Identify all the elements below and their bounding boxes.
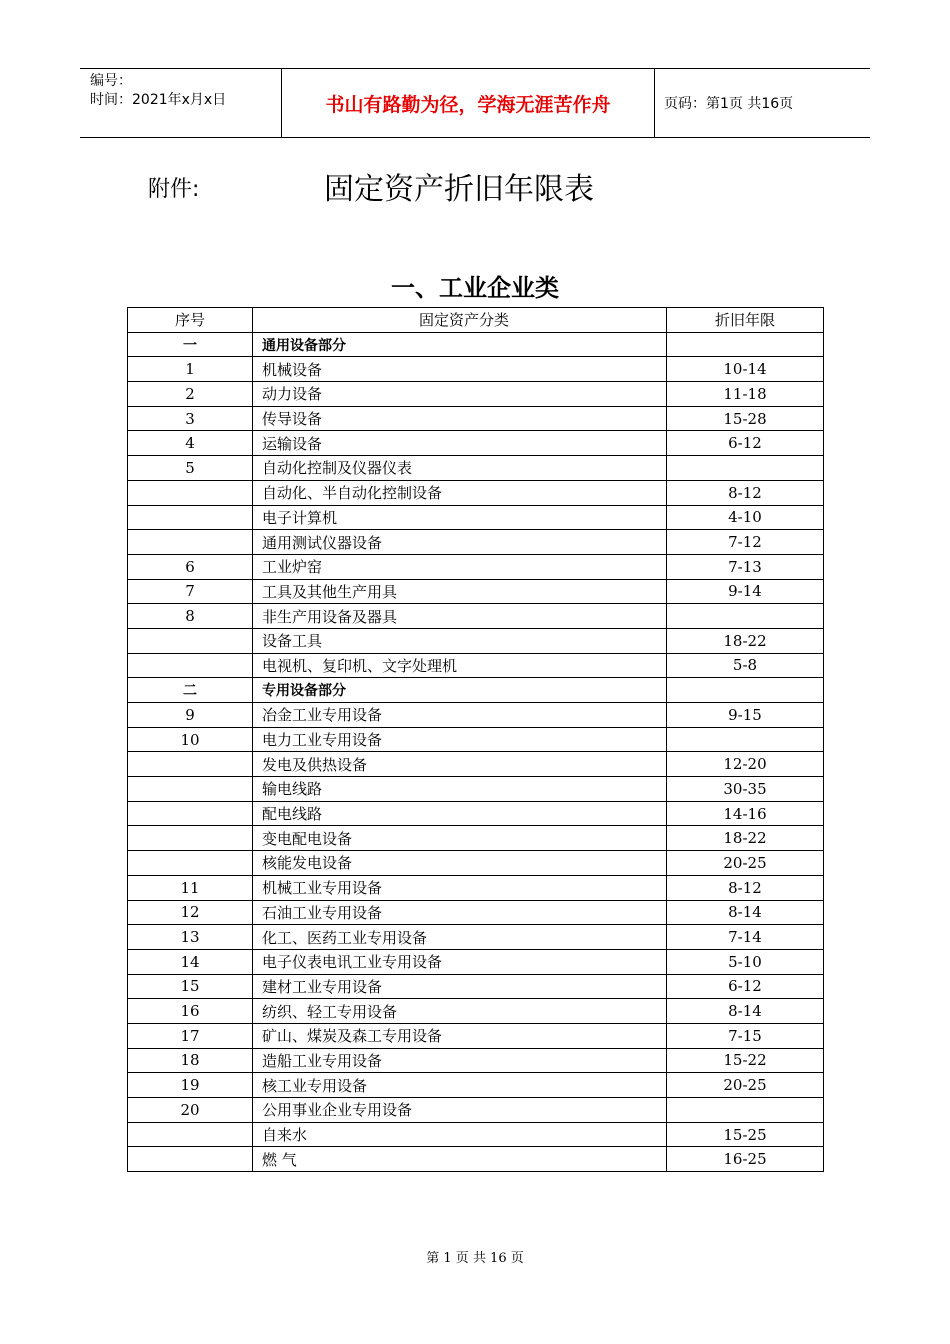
cell-number: 10: [128, 727, 253, 752]
table-row: [128, 1023, 824, 1048]
cell-number: 8: [128, 604, 253, 629]
cell-number: 一: [128, 332, 253, 357]
table-row: [128, 900, 824, 925]
cell-category: 公用事业企业专用设备: [253, 1098, 667, 1123]
cell-number: [128, 777, 253, 802]
cell-category: 自来水: [253, 1122, 667, 1147]
cell-number: [128, 851, 253, 876]
cell-category: 通用设备部分: [253, 332, 667, 357]
cell-category: 通用测试仪器设备: [253, 530, 667, 555]
cell-years: 30-35: [667, 777, 824, 802]
cell-number: 12: [128, 900, 253, 925]
depreciation-table: [127, 307, 824, 1172]
cell-years: [667, 456, 824, 481]
cell-number: [128, 480, 253, 505]
cell-category: 矿山、煤炭及森工专用设备: [253, 1023, 667, 1048]
table-group-row: [128, 332, 824, 357]
cell-number: [128, 628, 253, 653]
table-row: [128, 628, 824, 653]
table-row: [128, 456, 824, 481]
cell-number: [128, 530, 253, 555]
table-row: [128, 777, 824, 802]
table-row: [128, 505, 824, 530]
cell-years: 15-25: [667, 1122, 824, 1147]
cell-years: 4-10: [667, 505, 824, 530]
cell-category: 配电线路: [253, 801, 667, 826]
page-footer: 第 1 页 共 16 页: [426, 1251, 524, 1266]
cell-years: 9-14: [667, 579, 824, 604]
cell-category: 电子计算机: [253, 505, 667, 530]
cell-number: 9: [128, 703, 253, 728]
cell-years: [667, 1098, 824, 1123]
cell-category: 输电线路: [253, 777, 667, 802]
cell-years: 7-15: [667, 1023, 824, 1048]
table-row: [128, 826, 824, 851]
column-header-category: 固定资产分类: [253, 308, 667, 333]
cell-category: 纺织、轻工专用设备: [253, 999, 667, 1024]
cell-category: 自动化控制及仪器仪表: [253, 456, 667, 481]
cell-years: [667, 727, 824, 752]
cell-years: [667, 332, 824, 357]
cell-category: 专用设备部分: [253, 678, 667, 703]
cell-number: 二: [128, 678, 253, 703]
table-header-row: [128, 308, 824, 333]
cell-category: 传导设备: [253, 406, 667, 431]
cell-years: 20-25: [667, 1073, 824, 1098]
cell-category: 燃 气: [253, 1147, 667, 1172]
cell-years: 5-8: [667, 653, 824, 678]
cell-category: 动力设备: [253, 382, 667, 407]
cell-category: 电力工业专用设备: [253, 727, 667, 752]
cell-category: 核能发电设备: [253, 851, 667, 876]
table-row: [128, 875, 824, 900]
cell-category: 工业炉窑: [253, 554, 667, 579]
cell-number: 11: [128, 875, 253, 900]
document-title: 固定资产折旧年限表: [324, 172, 594, 207]
table-row: [128, 1098, 824, 1123]
table-row: [128, 431, 824, 456]
cell-number: 6: [128, 554, 253, 579]
cell-number: [128, 1147, 253, 1172]
cell-number: [128, 826, 253, 851]
table-row: [128, 851, 824, 876]
cell-category: 电视机、复印机、文字处理机: [253, 653, 667, 678]
cell-number: 17: [128, 1023, 253, 1048]
cell-number: 5: [128, 456, 253, 481]
cell-number: 15: [128, 974, 253, 999]
table-row: [128, 554, 824, 579]
table-row: [128, 703, 824, 728]
cell-category: 设备工具: [253, 628, 667, 653]
cell-years: 11-18: [667, 382, 824, 407]
annex-label: 附件:: [148, 177, 200, 202]
table-row: [128, 480, 824, 505]
cell-number: [128, 752, 253, 777]
cell-years: 8-12: [667, 480, 824, 505]
cell-years: 15-22: [667, 1048, 824, 1073]
cell-years: 14-16: [667, 801, 824, 826]
cell-years: 8-14: [667, 900, 824, 925]
table-row: [128, 653, 824, 678]
cell-number: 3: [128, 406, 253, 431]
table-row: [128, 1073, 824, 1098]
table-row: [128, 579, 824, 604]
table-body: [128, 332, 824, 1171]
cell-category: 机械设备: [253, 357, 667, 382]
header-divider: [654, 69, 655, 137]
cell-years: 7-13: [667, 554, 824, 579]
cell-category: 电子仪表电讯工业专用设备: [253, 949, 667, 974]
cell-category: 工具及其他生产用具: [253, 579, 667, 604]
column-header-number: 序号: [128, 308, 253, 333]
table-row: [128, 530, 824, 555]
cell-number: [128, 653, 253, 678]
cell-number: 19: [128, 1073, 253, 1098]
table-row: [128, 1147, 824, 1172]
cell-number: 2: [128, 382, 253, 407]
table-group-row: [128, 678, 824, 703]
cell-number: 1: [128, 357, 253, 382]
cell-category: 自动化、半自动化控制设备: [253, 480, 667, 505]
cell-years: 5-10: [667, 949, 824, 974]
cell-category: 变电配电设备: [253, 826, 667, 851]
header-time-label: 时间：2021年x月x日: [90, 92, 227, 108]
cell-category: 非生产用设备及器具: [253, 604, 667, 629]
cell-category: 建材工业专用设备: [253, 974, 667, 999]
cell-years: 15-28: [667, 406, 824, 431]
table-row: [128, 604, 824, 629]
cell-number: 16: [128, 999, 253, 1024]
table-row: [128, 974, 824, 999]
cell-number: [128, 505, 253, 530]
cell-category: 石油工业专用设备: [253, 900, 667, 925]
cell-years: 7-12: [667, 530, 824, 555]
column-header-years: 折旧年限: [667, 308, 824, 333]
table-row: [128, 752, 824, 777]
cell-years: 8-12: [667, 875, 824, 900]
header-number-label: 编号：: [90, 73, 132, 89]
cell-category: 冶金工业专用设备: [253, 703, 667, 728]
cell-years: [667, 604, 824, 629]
cell-number: 7: [128, 579, 253, 604]
cell-years: 8-14: [667, 999, 824, 1024]
cell-category: 造船工业专用设备: [253, 1048, 667, 1073]
table-row: [128, 1122, 824, 1147]
cell-years: 9-15: [667, 703, 824, 728]
cell-years: 16-25: [667, 1147, 824, 1172]
table-row: [128, 925, 824, 950]
cell-years: [667, 678, 824, 703]
cell-number: 18: [128, 1048, 253, 1073]
table-row: [128, 1048, 824, 1073]
cell-category: 机械工业专用设备: [253, 875, 667, 900]
cell-number: 14: [128, 949, 253, 974]
table-row: [128, 382, 824, 407]
cell-number: 13: [128, 925, 253, 950]
section-title: 一、工业企业类: [391, 274, 559, 302]
cell-number: 20: [128, 1098, 253, 1123]
table-row: [128, 801, 824, 826]
cell-category: 发电及供热设备: [253, 752, 667, 777]
table-row: [128, 999, 824, 1024]
cell-years: 6-12: [667, 431, 824, 456]
cell-years: 20-25: [667, 851, 824, 876]
table-row: [128, 727, 824, 752]
cell-number: 4: [128, 431, 253, 456]
cell-number: [128, 801, 253, 826]
header-page-info: 页码：第1页 共16页: [664, 96, 794, 112]
cell-category: 核工业专用设备: [253, 1073, 667, 1098]
table-row: [128, 406, 824, 431]
cell-years: 10-14: [667, 357, 824, 382]
cell-category: 化工、医药工业专用设备: [253, 925, 667, 950]
cell-years: 12-20: [667, 752, 824, 777]
cell-years: 18-22: [667, 628, 824, 653]
page-header: [80, 68, 870, 138]
cell-category: 运输设备: [253, 431, 667, 456]
cell-years: 7-14: [667, 925, 824, 950]
cell-number: [128, 1122, 253, 1147]
cell-years: 6-12: [667, 974, 824, 999]
header-meta: [90, 72, 280, 110]
cell-years: 18-22: [667, 826, 824, 851]
table-row: [128, 949, 824, 974]
header-motto: 书山有路勤为径，学海无涯苦作舟: [325, 93, 611, 116]
table-row: [128, 357, 824, 382]
